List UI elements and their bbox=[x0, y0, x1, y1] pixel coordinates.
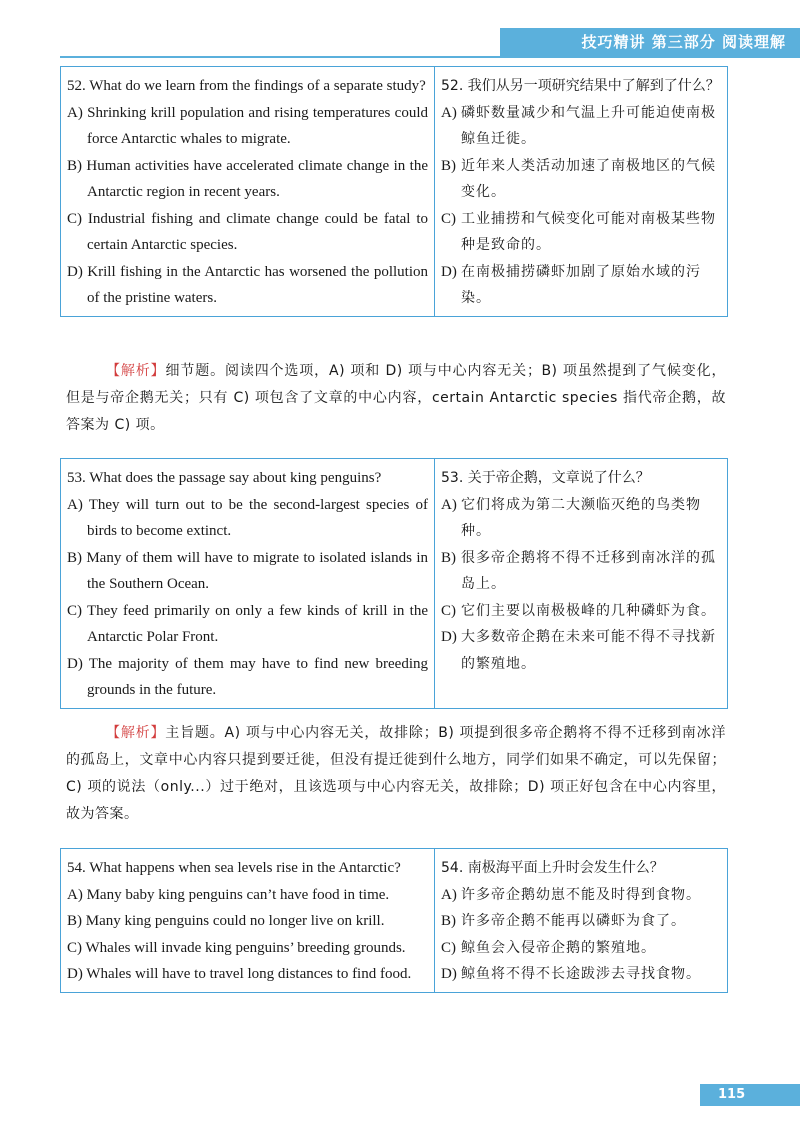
option-text: 磷虾数量减少和气温上升可能迫使南极鲸鱼迁徙。 bbox=[461, 104, 716, 147]
q52-analysis bbox=[66, 358, 726, 439]
option-text: 许多帝企鹅幼崽不能及时得到食物。 bbox=[461, 886, 701, 903]
q53-stem-zh: 53. 关于帝企鹅，文章说了什么？ bbox=[441, 470, 650, 486]
option-label: A) bbox=[441, 886, 457, 903]
option-label: B) bbox=[441, 157, 456, 174]
q54-stem-zh: 54. 南极海平面上升时会发生什么？ bbox=[441, 860, 664, 876]
option-label: C) bbox=[441, 210, 456, 227]
q54-option-d-zh bbox=[441, 961, 720, 988]
q52-stem-zh: 52. 我们从另一项研究结果中了解到了什么？ bbox=[441, 78, 720, 94]
q53-stem-en: 53. What does the passage say about king penguins? bbox=[67, 470, 382, 486]
question-52-box bbox=[60, 66, 728, 317]
option-text: 近年来人类活动加速了南极地区的气候变化。 bbox=[461, 157, 716, 200]
q52-option-a-en: A) Shrinking krill population and rising temperatures could force Antarctic whales to migrate. bbox=[67, 104, 428, 147]
q52-option-c-en: C) Industrial fishing and climate change could be fatal to certain Antarctic species. bbox=[67, 210, 428, 253]
option-text: 鲸鱼会入侵帝企鹅的繁殖地。 bbox=[461, 939, 656, 956]
q53-option-a-zh bbox=[441, 492, 720, 545]
q54-option-a-zh bbox=[441, 882, 720, 909]
analysis-tag: 【解析】 bbox=[106, 363, 166, 379]
q54-option-b-zh bbox=[441, 908, 720, 935]
option-text: 在南极捕捞磷虾加剧了原始水域的污染。 bbox=[461, 263, 701, 306]
question-53-chinese bbox=[435, 459, 726, 708]
question-54-english bbox=[61, 849, 435, 992]
q53-analysis bbox=[66, 720, 726, 828]
q52-option-b-zh bbox=[441, 153, 720, 206]
page-number: 115 bbox=[700, 1084, 800, 1106]
option-text: 鲸鱼将不得不长途跋涉去寻找食物。 bbox=[461, 966, 701, 982]
question-54-box bbox=[60, 848, 728, 993]
q54-option-b-en: B) Many king penguins could no longer live on krill. bbox=[67, 913, 385, 929]
q52-option-d-zh bbox=[441, 259, 720, 312]
analysis-tag: 【解析】 bbox=[106, 725, 166, 741]
q54-option-c-zh bbox=[441, 935, 720, 962]
option-label: A) bbox=[441, 496, 457, 513]
option-text: 它们主要以南极极峰的几种磷虾为食。 bbox=[461, 602, 716, 619]
question-53-box bbox=[60, 458, 728, 709]
analysis-text: 细节题。阅读四个选项，A) 项和 D) 项与中心内容无关；B) 项虽然提到了气候变化，但是与帝企鹅无关；只有 C) 项包含了文章的中心内容，certain Antarctic species 指代帝企鹅，故答案为 C) 项。 bbox=[66, 363, 727, 433]
q52-option-c-zh bbox=[441, 206, 720, 259]
option-text: 它们将成为第二大濒临灭绝的鸟类物种。 bbox=[461, 496, 701, 539]
q53-option-c-en: C) They feed primarily on only a few kinds of krill in the Antarctic Polar Front. bbox=[67, 602, 428, 645]
option-label: A) bbox=[441, 104, 457, 121]
section-header: 技巧精讲 第三部分 阅读理解 bbox=[500, 28, 800, 56]
q52-option-b-en: B) Human activities have accelerated climate change in the Antarctic region in recent years. bbox=[67, 157, 428, 200]
q53-option-a-en: A) They will turn out to be the second-largest species of birds to become extinct. bbox=[67, 496, 428, 539]
q54-option-a-en: A) Many baby king penguins can’t have food in time. bbox=[67, 886, 390, 903]
option-label: B) bbox=[441, 913, 456, 929]
q53-option-b-zh bbox=[441, 545, 720, 598]
q53-option-c-zh bbox=[441, 598, 720, 625]
q53-option-d-zh bbox=[441, 624, 720, 677]
q52-option-a-zh bbox=[441, 100, 720, 153]
option-text: 大多数帝企鹅在未来可能不得不寻找新的繁殖地。 bbox=[461, 629, 716, 672]
header-divider bbox=[60, 56, 800, 58]
question-53-english bbox=[61, 459, 435, 708]
question-52-chinese bbox=[435, 67, 726, 316]
option-label: C) bbox=[441, 602, 456, 619]
q52-stem-en: 52. What do we learn from the findings of a separate study? bbox=[67, 78, 426, 94]
option-label: B) bbox=[441, 549, 456, 566]
option-text: 工业捕捞和气候变化可能对南极某些物种是致命的。 bbox=[461, 210, 716, 253]
q54-option-d-en: D) Whales will have to travel long distances to find food. bbox=[67, 966, 412, 982]
q53-option-b-en: B) Many of them will have to migrate to isolated islands in the Southern Ocean. bbox=[67, 549, 428, 592]
option-label: C) bbox=[441, 939, 456, 956]
option-label: D) bbox=[441, 629, 457, 645]
option-label: D) bbox=[441, 263, 457, 280]
option-text: 许多帝企鹅不能再以磷虾为食了。 bbox=[461, 913, 686, 929]
q52-option-d-en: D) Krill fishing in the Antarctic has worsened the pollution of the pristine waters. bbox=[67, 263, 428, 306]
option-label: D) bbox=[441, 966, 457, 982]
option-text: 很多帝企鹅将不得不迁移到南冰洋的孤岛上。 bbox=[461, 549, 716, 592]
q54-option-c-en: C) Whales will invade king penguins’ breeding grounds. bbox=[67, 939, 406, 956]
analysis-text: 主旨题。A) 项与中心内容无关，故排除；B) 项提到很多帝企鹅将不得不迁移到南冰洋的孤岛上，文章中心内容只提到要迁徙，但没有提迁徙到什么地方，同学们如果不确定，可以先保留；C) 项的说法（only...）过于绝对，且该选项与中心内容无关，故排除；D) 项正好包含在中心内容里，故为答案。 bbox=[66, 725, 726, 822]
question-52-english bbox=[61, 67, 435, 316]
q53-option-d-en: D) The majority of them may have to find new breeding grounds in the future. bbox=[67, 655, 428, 698]
question-54-chinese bbox=[435, 849, 726, 992]
q54-stem-en: 54. What happens when sea levels rise in the Antarctic? bbox=[67, 860, 401, 876]
